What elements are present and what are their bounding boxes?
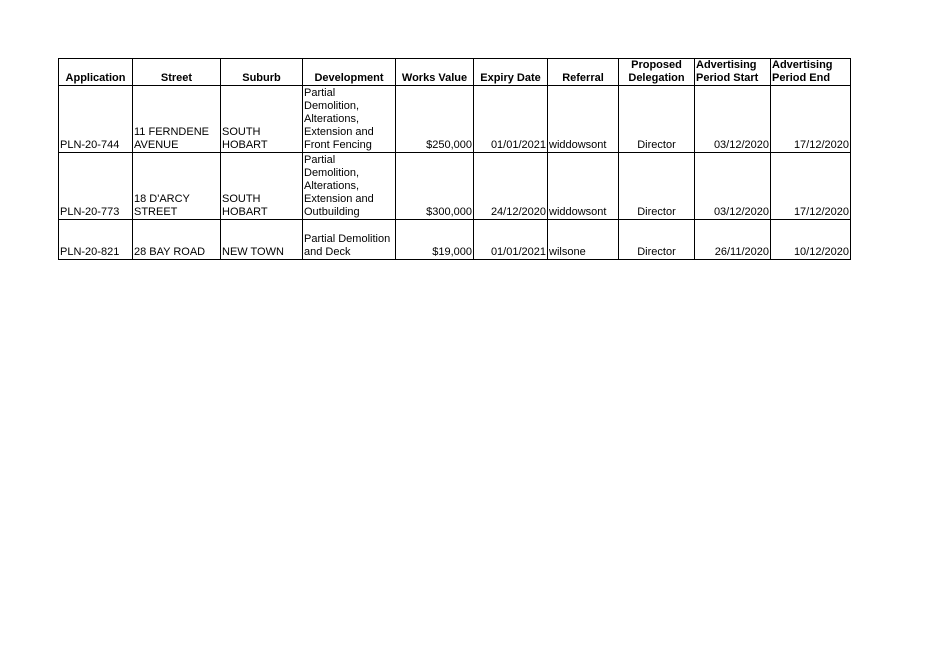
cell-line: NEW TOWN <box>222 246 284 258</box>
cell-development <box>303 86 396 153</box>
table-row <box>59 86 851 153</box>
header-row <box>59 59 851 86</box>
header-street <box>133 59 221 86</box>
table-row <box>59 153 851 220</box>
cell-line: Application <box>65 72 126 84</box>
cell-works-value: $300,000 <box>396 153 474 220</box>
cell-line: Alterations, <box>304 113 360 125</box>
cell-line: Referral <box>562 72 604 84</box>
cell-line: Extension and <box>304 126 374 138</box>
cell-line: Outbuilding <box>304 206 360 218</box>
cell-street <box>133 220 221 260</box>
cell-line: 18 D'ARCY <box>134 193 190 205</box>
cell-line: Partial <box>304 154 336 166</box>
header-expiry-date <box>474 59 548 86</box>
header-works-value <box>396 59 474 86</box>
cell-referral: widdowsont <box>548 153 619 220</box>
cell-line: Proposed <box>631 59 682 71</box>
cell-line: Street <box>160 72 193 84</box>
cell-advertising-end: 17/12/2020 <box>771 153 851 220</box>
cell-line: SOUTH <box>222 193 261 205</box>
cell-line: HOBART <box>222 139 268 151</box>
cell-line: 11 FERNDENE <box>134 126 209 138</box>
cell-line: SOUTH <box>222 126 261 138</box>
cell-delegation: Director <box>619 220 695 260</box>
table-row <box>59 220 851 260</box>
cell-application: PLN-20-821 <box>59 220 133 260</box>
cell-line: Period End <box>772 72 831 84</box>
cell-suburb <box>221 86 303 153</box>
cell-line: Advertising <box>696 59 757 71</box>
cell-line: Partial Demolition <box>304 233 391 245</box>
cell-line: AVENUE <box>134 139 179 151</box>
cell-street <box>133 153 221 220</box>
cell-development <box>303 220 396 260</box>
cell-referral: widdowsont <box>548 86 619 153</box>
cell-development <box>303 153 396 220</box>
cell-referral: wilsone <box>548 220 619 260</box>
cell-advertising-start: 03/12/2020 <box>695 86 771 153</box>
cell-line: 28 BAY ROAD <box>134 246 206 258</box>
cell-line: Advertising <box>772 59 833 71</box>
cell-line: Demolition, <box>304 100 360 112</box>
cell-line: Works Value <box>401 72 468 84</box>
cell-advertising-end: 17/12/2020 <box>771 86 851 153</box>
cell-street <box>133 86 221 153</box>
cell-suburb <box>221 153 303 220</box>
cell-line: and Deck <box>304 246 351 258</box>
header-advertising-period-end <box>771 59 851 86</box>
cell-advertising-start: 03/12/2020 <box>695 153 771 220</box>
header-advertising-period-start <box>695 59 771 86</box>
cell-delegation: Director <box>619 86 695 153</box>
cell-line: Suburb <box>242 72 281 84</box>
header-development <box>303 59 396 86</box>
cell-delegation: Director <box>619 153 695 220</box>
cell-line: STREET <box>134 206 178 218</box>
cell-line: Delegation <box>628 72 685 84</box>
header-referral <box>548 59 619 86</box>
cell-application: PLN-20-773 <box>59 153 133 220</box>
applications-table <box>58 58 851 260</box>
cell-application: PLN-20-744 <box>59 86 133 153</box>
cell-line: Alterations, <box>304 180 360 192</box>
cell-suburb <box>221 220 303 260</box>
cell-advertising-end: 10/12/2020 <box>771 220 851 260</box>
cell-line: Front Fencing <box>304 139 372 151</box>
cell-works-value: $250,000 <box>396 86 474 153</box>
header-application <box>59 59 133 86</box>
header-proposed-delegation <box>619 59 695 86</box>
cell-expiry-date: 01/01/2021 <box>474 86 548 153</box>
header-suburb <box>221 59 303 86</box>
cell-line: Extension and <box>304 193 374 205</box>
cell-line: Expiry Date <box>480 72 541 84</box>
cell-expiry-date: 01/01/2021 <box>474 220 548 260</box>
cell-line: Demolition, <box>304 167 360 179</box>
cell-line: Period Start <box>696 72 759 84</box>
cell-expiry-date: 24/12/2020 <box>474 153 548 220</box>
cell-line: Development <box>314 72 384 84</box>
cell-line: HOBART <box>222 206 268 218</box>
cell-line: Partial <box>304 87 336 99</box>
cell-works-value: $19,000 <box>396 220 474 260</box>
cell-advertising-start: 26/11/2020 <box>695 220 771 260</box>
